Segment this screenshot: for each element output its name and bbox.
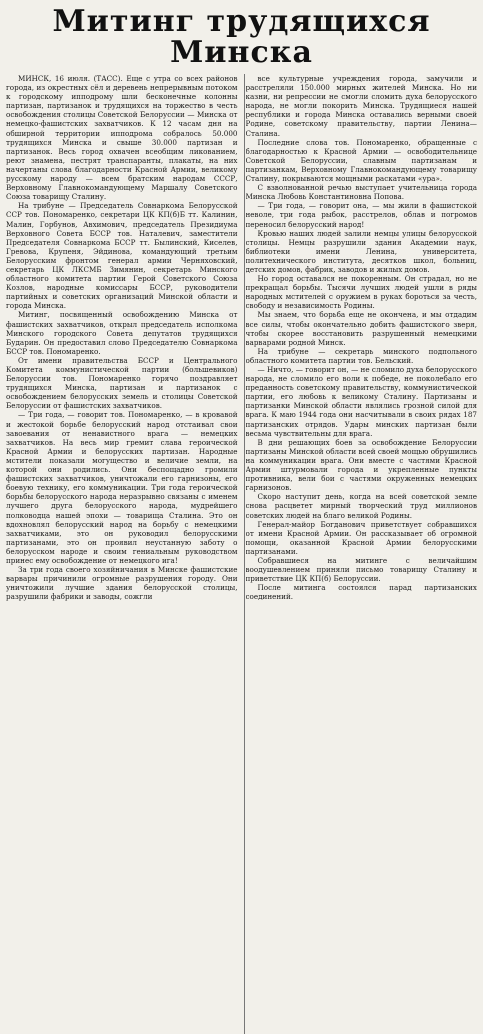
paragraph: После митинга состоялся парад партизанских соединений. [245,583,477,602]
article-headline [6,6,477,68]
paragraph: Кровью наших людей залили немцы улицы белорусской столицы. Немцы разрушили здания Академии наук, библиотеки имени Ленина, университета, политехнического института, десятков школ, больниц, детских домов, фабрик, заводов и жилых домов. [245,228,477,274]
article-columns [6,74,477,1034]
paragraph: МИНСК, 16 июля. (ТАСС). Еще с утра со всех районов города, из окрестных сёл и деревень непрерывным потоком к городскому ипподрому шли бесконечные колонны партизан, партизанок и трудящихся на торжество в честь освобождения столицы Советской Белоруссии — Минска от немецко-фашистских захватчиков. К 12 часам дня на обширной территории ипподрома собралось 50.000 трудящихся Минска и свыше 30.000 партизан и партизанок. Весь город охвачен всеобщим ликованием, реют знамена, пестрят транспаранты, плакаты, на них начертаны слова благодарности Красной Армии, великому русскому народу — всем братским народам СССР, Верховному Главнокомандующему Маршалу Советского Союза товарищу Сталину. [6,74,238,202]
left-column [6,74,238,1034]
headline-line-1: Митинг трудящихся [52,4,431,39]
paragraph: От имени правительства БССР и Центрального Комитета коммунистической партии (большевиков) Белоруссии тов. Пономаренко горячо поздравляет трудящихся Минска, партизан и партизанок с освобождением белорусских земель и столицы Советской Белоруссии от фашистских захватчиков. [6,355,238,411]
paragraph: На трибуне — Председатель Совнаркома Белорусской ССР тов. Пономаренко, секретари ЦК КП(б)Б тт. Калинин, Малин, Горбунов, Авхимович, председатель Президиума Верховного Совета БССР тов. Наталевич, заместители Председателя Совнаркома БССР тт. Былинский, Киселев, Гревова, Крупеня, Эйдинова, командующий третьим Белорусским фронтом генерал армии Черняховский, секретарь ЦК ЛКСМБ Зимянин, секретарь Минского областного комитета партии Герой Советского Союза Козлов, народные комиссары БССР, руководители партийных и советских организаций Минской области и города Минска. [6,201,238,311]
paragraph: — Три года, — говорит тов. Пономаренко, — в кровавой и жестокой борьбе белорусский народ отстаивал свои завоевания от ненавистного врага — немецких захватчиков. На весь мир гремит слава героической Красной Армии и белорусских партизан. Народные мстители показали могущество и величие земли, на которой они родились. Они беспощадно громили фашистских захватчиков, уничтожали его гарнизоны, его боевую технику, его коммуникации. Три года героической борьбы белорусского народа неразрывно связаны с именем лучшего друга белорусского народа, мудрейшего полководца нашей эпохи — товарища Сталина. Это он вдохновлял белорусский народ на борьбу с немецкими захватчиками, это он руководил белорусскими партизанами, это он проявил неустанную заботу о белорусском народе и своим гениальным руководством принес ему освобождение от немецкого ига! [6,410,238,565]
paragraph: — Ничто, — говорит он, — не сломило духа белорусского народа, не сломило его воли к победе, не поколебало его преданность советскому правительству, коммунистической партии, его любовь к великому Сталину. Партизаны и партизанки Минской области являлись грозной силой для врага. К маю 1944 года они насчитывали в своих рядах 187 партизанских отрядов. Удары минских партизан были весьма чувствительны для врага. [245,365,477,438]
paragraph: — Три года, — говорит она, — мы жили в фашистской неволе, три года рыбок, расстрелов, облав и погромов переносил белорусский народ! [245,201,477,229]
paragraph: Последние слова тов. Пономаренко, обращенные с благодарностью к Красной Армии — освободительнице Советской Белоруссии, славным партизанам и партизанкам, Верховному Главнокомандующему товарищу Сталину, покрываются мощными раскатами «ура». [245,137,477,184]
paragraph: Мы знаем, что борьба еще не окончена, и мы отдадим все силы, чтобы окончательно добить фашистского зверя, чтобы скорее восстановить разрушенный немецкими варварами родной Минск. [245,310,477,347]
paragraph: Митинг, посвященный освобождению Минска от фашистских захватчиков, открыл председатель исполкома Минского городского Совета депутатов трудящихся Бударин. Он предоставил слово Председателю Совнаркома БССР тов. Пономаренко. [6,310,238,356]
paragraph: Но город оставался не покоренным. Он страдал, но не прекращал борьбы. Тысячи лучших людей ушли в ряды народных мстителей с оружием в руках бороться за честь, свободу и независимость Родины. [245,274,477,311]
paragraph: Скоро наступит день, когда на всей советской земле снова расцветет мирный творческий труд миллионов советских людей на благо великой Родины. [245,492,477,520]
paragraph: все культурные учреждения города, замучили и расстреляли 150.000 мирных жителей Минска. Но ни казни, ни репрессии не смогли сломить духа белорусского народа, не могли покорить Минска. Трудящиеся нашей республики и города Минска оставались верными своей Родине, советскому правительству, партии Ленина—Сталина. [245,74,477,138]
right-column [246,74,478,1034]
paragraph: На трибуне — секретарь минского подпольного областного комитета партии тов. Бельский. [245,346,477,365]
paragraph: В дни решающих боев за освобождение Белоруссии партизаны Минской области всей своей мощью обрушились на коммуникации врага. Они вместе с частями Красной Армии штурмовали города и укрепленные пункты противника, вели бои с частями окруженных немецких гарнизонов. [245,437,477,493]
paragraph: Собравшиеся на митинге с величайшим воодушевлением приняли письмо товарищу Сталину и приветствие ЦК КП(б) Белоруссии. [245,555,477,584]
paragraph: За три года своего хозяйничания в Минске фашистские варвары причинили огромные разрушения городу. Они уничтожили лучшие здания белорусской столицы, разрушили фабрики и заводы, сожгли [6,565,238,602]
paragraph: С взволнованной речью выступает учительница города Минска Любовь Константиновна Попова. [245,183,477,202]
column-divider [244,74,245,1034]
headline-line-2: Минска [170,35,313,70]
paragraph: Генерал-майор Богданович приветствует собравшихся от имени Красной Армии. Он рассказывает об огромной помощи, оказанной Красной Армии белорусскими партизанами. [245,519,477,556]
